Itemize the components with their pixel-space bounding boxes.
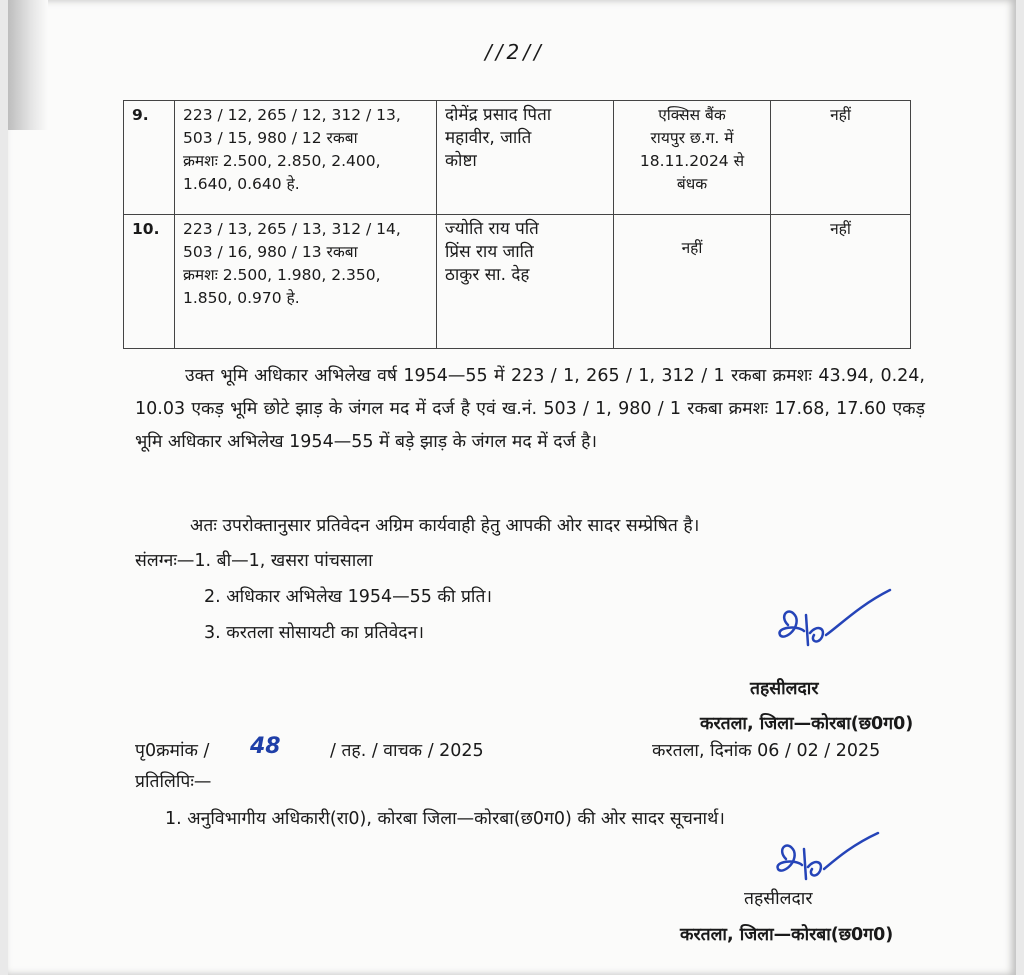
forward-line: अतः उपरोक्तानुसार प्रतिवेदन अग्रिम कार्यवाही हेतु आपकी ओर सादर सम्प्रेषित है। bbox=[190, 516, 700, 536]
signatory-place-1: करतला, जिला—कोरबा(छ0ग0) bbox=[700, 714, 914, 734]
status-cell: नहीं bbox=[771, 215, 911, 349]
signatory-title-2: तहसीलदार bbox=[744, 889, 813, 909]
ref-date: करतला, दिनांक 06 / 02 / 2025 bbox=[652, 741, 881, 761]
enclosure-3: 3. करतला सोसायटी का प्रतिवेदन। bbox=[204, 623, 424, 643]
enclosure-2: 2. अधिकार अभिलेख 1954—55 की प्रति। bbox=[204, 587, 493, 607]
serial-cell: 9. bbox=[124, 101, 175, 215]
copy-label: प्रतिलिपिः— bbox=[135, 772, 212, 792]
table-row bbox=[124, 215, 911, 349]
page-curl-shadow bbox=[8, 0, 48, 130]
signatory-title-1: तहसीलदार bbox=[750, 679, 819, 699]
ref-number-handwritten: 48 bbox=[250, 734, 281, 759]
signature-mark bbox=[770, 585, 900, 665]
ref-suffix: / तह. / वाचक / 2025 bbox=[330, 741, 484, 761]
record-paragraph: उक्त भूमि अधिकार अभिलेख वर्ष 1954—55 में 223 / 1, 265 / 1, 312 / 1 रकबा क्रमशः 43.94, 0.24, 10.03 एकड़ भूमि छोटे झाड़ के जंगल मद में दर्ज है एवं ख.नं. 503 / 1, 980 / 1 रकबा क्रमशः 17.68, 17.60 एकड़ भूमि अधिकार अभिलेख 1954—55 में बड़े झाड़ के जंगल मद में दर्ज है। bbox=[135, 366, 925, 452]
page-marker: //2// bbox=[485, 40, 545, 64]
serial-cell: 10. bbox=[124, 215, 175, 349]
signature-mark-2 bbox=[770, 825, 890, 895]
owner-cell: दोमेंद्र प्रसाद पिता महावीर, जाति कोष्टा bbox=[437, 101, 614, 215]
signatory-place-2: करतला, जिला—कोरबा(छ0ग0) bbox=[680, 925, 894, 945]
khasra-cell: 223 / 12, 265 / 12, 312 / 13, 503 / 15, 980 / 12 रकबा क्रमशः 2.500, 2.850, 2.400, 1.640, 0.640 हे. bbox=[175, 101, 437, 215]
khasra-cell: 223 / 13, 265 / 13, 312 / 14, 503 / 16, 980 / 13 रकबा क्रमशः 2.500, 1.980, 2.350, 1.850, 0.970 हे. bbox=[175, 215, 437, 349]
copy-item: 1. अनुविभागीय अधिकारी(रा0), कोरबा जिला—कोरबा(छ0ग0) की ओर सादर सूचनार्थ। bbox=[165, 809, 725, 829]
status-cell: नहीं bbox=[771, 101, 911, 215]
mortgage-cell: एक्सिस बैंक रायपुर छ.ग. में 18.11.2024 से बंधक bbox=[614, 101, 771, 215]
mortgage-cell: नहीं bbox=[614, 215, 771, 349]
enclosure-1: संलग्नः—1. बी—1, खसरा पांचसाला bbox=[135, 551, 373, 571]
table-row bbox=[124, 101, 911, 215]
ref-prefix: पृ0क्रमांक / bbox=[135, 741, 210, 761]
owner-cell: ज्योति राय पति प्रिंस राय जाति ठाकुर सा. देह bbox=[437, 215, 614, 349]
land-records-table bbox=[123, 100, 911, 349]
